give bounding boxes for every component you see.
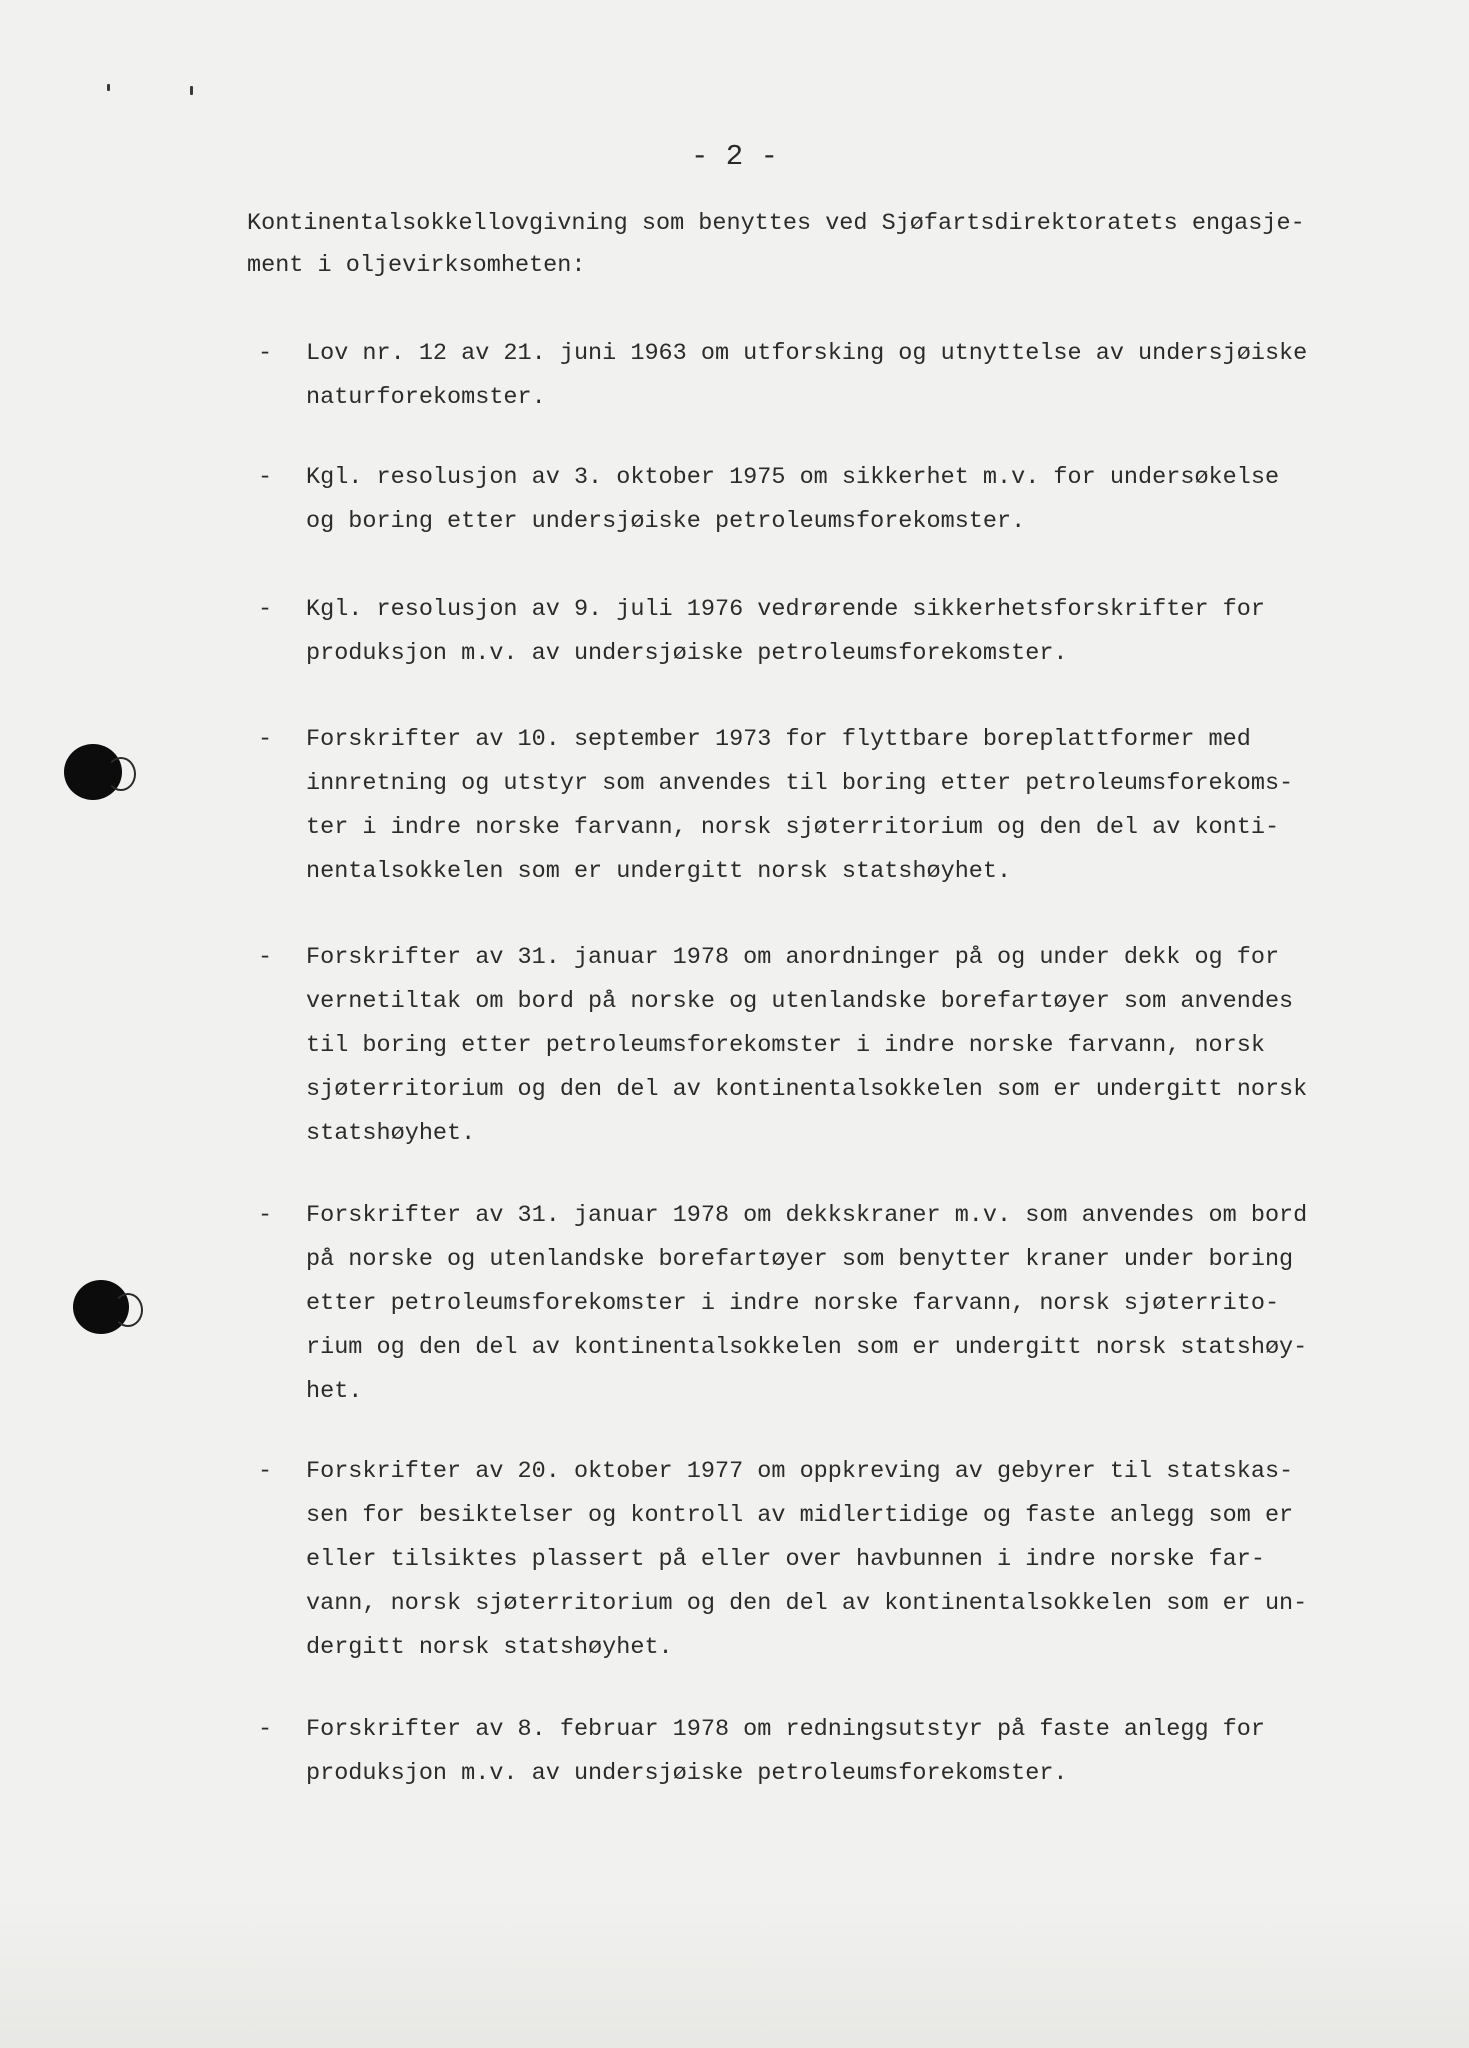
- list-item-text: Forskrifter av 20. oktober 1977 om oppkreving av gebyrer til statskas- sen for besiktelser og kontroll av midlertidige og faste anlegg som er eller tilsiktes plassert på eller over havbunnen i indre norske far- vann, norsk sjøterritorium og den del av kontinentalsokkelen som er un- dergitt norsk statshøyhet.: [306, 1458, 1308, 1661]
- list-dash: -: [258, 340, 273, 367]
- list-dash: -: [258, 726, 273, 753]
- list-item-text: Lov nr. 12 av 21. juni 1963 om utforsking og utnyttelse av undersjøiske naturforekomster.: [306, 340, 1308, 411]
- paper-shading: [0, 1900, 1469, 2048]
- margin-speck: [107, 84, 110, 91]
- list-dash: -: [258, 596, 273, 623]
- list-dash: -: [258, 944, 273, 971]
- list-item-text: Forskrifter av 8. februar 1978 om redningsutstyr på faste anlegg for produksjon m.v. av undersjøiske petroleumsforekomster.: [306, 1716, 1265, 1787]
- intro-paragraph: Kontinentalsokkellovgivning som benyttes ved Sjøfartsdirektoratets engasje- ment i oljevirksomheten:: [247, 210, 1305, 279]
- punch-hole-rim: [113, 1293, 143, 1327]
- margin-speck: [190, 86, 193, 95]
- list-item-text: Kgl. resolusjon av 9. juli 1976 vedrørende sikkerhetsforskrifter for produksjon m.v. av undersjøiske petroleumsforekomster.: [306, 596, 1265, 667]
- list-dash: -: [258, 1716, 273, 1743]
- page-number: - 2 -: [690, 140, 778, 173]
- list-dash: -: [258, 1202, 273, 1229]
- list-dash: -: [258, 1458, 273, 1485]
- list-dash: -: [258, 464, 273, 491]
- list-item-text: Forskrifter av 31. januar 1978 om dekkskraner m.v. som anvendes om bord på norske og utenlandske borefartøyer som benytter kraner under boring etter petroleumsforekomster i indre norske farvann, norsk sjøterrito- rium og den del av kontinentalsokkelen som er undergitt norsk statshøy- het.: [306, 1202, 1308, 1405]
- punch-hole-rim: [106, 757, 136, 791]
- list-item-text: Kgl. resolusjon av 3. oktober 1975 om sikkerhet m.v. for undersøkelse og boring etter undersjøiske petroleumsforekomster.: [306, 464, 1280, 535]
- list-item-text: Forskrifter av 10. september 1973 for flyttbare boreplattformer med innretning og utstyr som anvendes til boring etter petroleumsforekoms- ter i indre norske farvann, norsk sjøterritorium og den del av konti- nentalsokkelen som er undergitt norsk statshøyhet.: [306, 726, 1294, 885]
- list-item-text: Forskrifter av 31. januar 1978 om anordninger på og under dekk og for vernetiltak om bord på norske og utenlandske borefartøyer som anvendes til boring etter petroleumsforekomster i indre norske farvann, norsk sjøterritorium og den del av kontinentalsokkelen som er undergitt norsk statshøyhet.: [306, 944, 1308, 1147]
